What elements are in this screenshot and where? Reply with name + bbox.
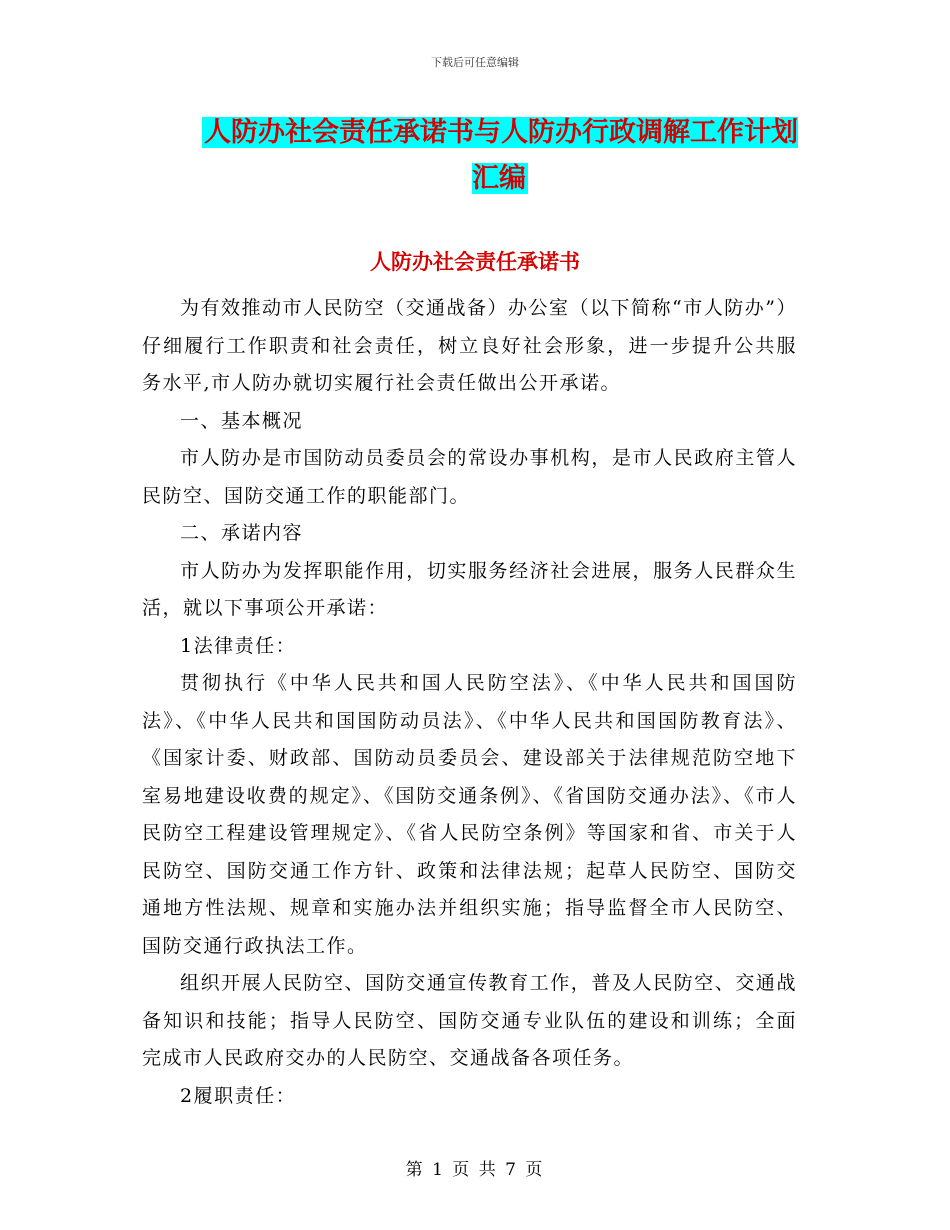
heading-basic-overview: 一、基本概况 — [180, 409, 304, 432]
paragraph-legal-2: 组织开展人民防空、国防交通宣传教育工作，普及人民防空、交通战备知识和技能；指导人民防空、国防交通专业队伍的建设和训练；全面完成市人民政府交办的人民防空、交通战备各项任务。 — [142, 972, 797, 1069]
page-footer: 第 1 页 共 7 页 — [405, 1160, 545, 1180]
document-body — [142, 290, 797, 1115]
heading-commitment-content: 二、承诺内容 — [180, 522, 304, 544]
heading-legal-responsibility: 1法律责任： — [180, 634, 297, 657]
paragraph-commitment: 市人防办为发挥职能作用，切实服务经济社会进展，服务人民群众生活，就以下事项公开承诺： — [142, 559, 797, 619]
header-note: 下载后可任意编辑 — [431, 56, 519, 69]
section-title: 人防办社会责任承诺书 — [370, 250, 580, 274]
paragraph-intro: 为有效推动市人民防空（交通战备）办公室（以下简称“市人防办”）仔细履行工作职责和社会责任，树立良好社会形象，进一步提升公共服务水平,市人防办就切实履行社会责任做出公开承诺。 — [142, 297, 797, 394]
document-title-text: 人防办社会责任承诺书与人防办行政调解工作计划汇编 — [204, 117, 798, 194]
document-title — [195, 110, 805, 202]
paragraph-legal-1: 贯彻执行《中华人民共和国人民防空法》、《中华人民共和国国防法》、《中华人民共和国国防动员法》、《中华人民共和国国防教育法》、《国家计委、财政部、国防动员委员会、建设部关于法律规范防空地下室易地建设收费的规定》、《国防交通条例》、《省国防交通办法》、《市人民防空工程建设管理规定》、《省人民防空条例》等国家和省、市关于人民防空、国防交通工作方针、政策和法律法规；起草人民防空、国防交通地方性法规、规章和实施办法并组织实施；指导监督全市人民防空、国防交通行政执法工作。 — [142, 672, 797, 957]
heading-duty-responsibility: 2履职责任： — [180, 1084, 297, 1107]
paragraph-overview: 市人防办是市国防动员委员会的常设办事机构，是市人民政府主管人民防空、国防交通工作的职能部门。 — [142, 447, 797, 507]
